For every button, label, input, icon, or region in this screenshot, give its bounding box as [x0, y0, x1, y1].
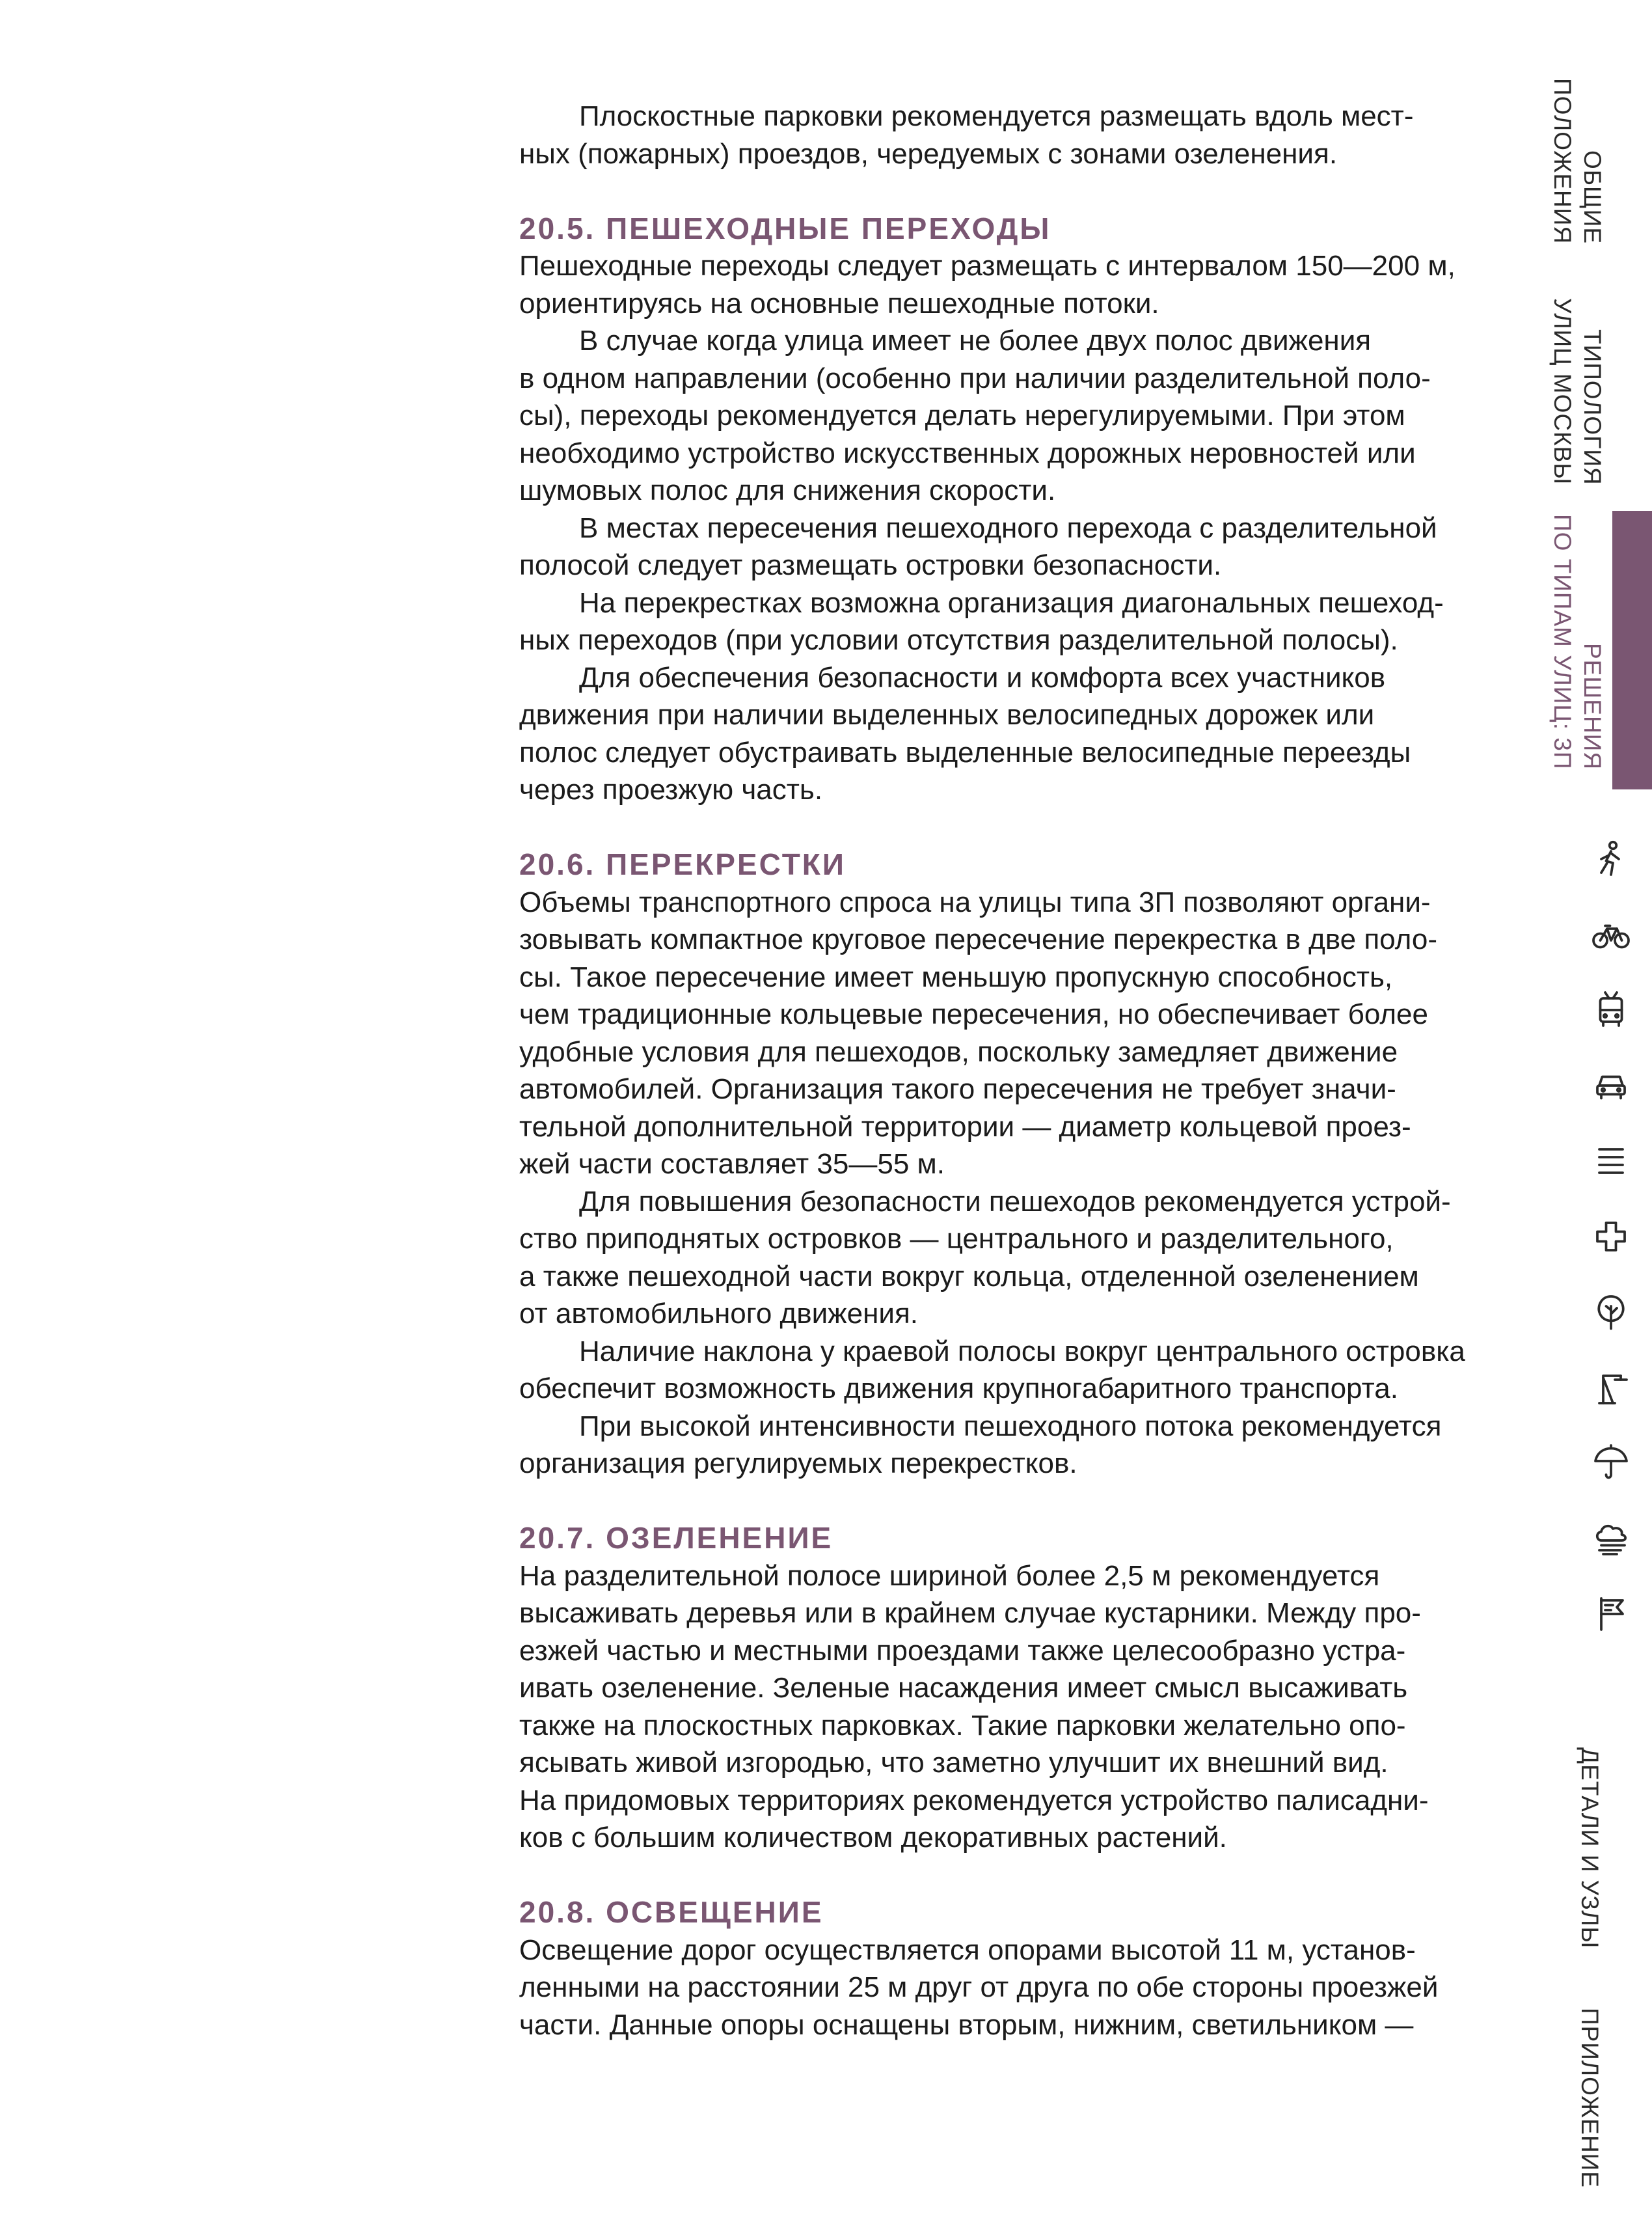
lanes-icon[interactable]: [1591, 1142, 1631, 1181]
paragraph: При высокой интенсивности пешеходного потока рекомендуется организация регулируемых перекрестков.: [519, 1410, 1442, 1479]
main-text-column: [519, 98, 1508, 2044]
tree-icon[interactable]: [1591, 1292, 1631, 1332]
section-heading-lighting: 20.8. ОСВЕЩЕНИЕ: [519, 1895, 824, 1929]
street-lamp-icon[interactable]: [1591, 1368, 1631, 1407]
paragraph: В местах пересечения пешеходного перехода с разделительной полосой следует размещать островки безопасности.: [519, 512, 1437, 581]
paragraph: Объемы транспортного спроса на улицы типа 3П позволяют органи- зовывать компактное круговое пересечение перекрестка в две поло- сы. Такое пересечение имеет меньшую пропускную способность, чем традиционные кольцевые пересечения, но обеспечивает более удобные условия для пешеходов, поскольку замедляет движение автомобилей. Организация такого пересечения не требует значи- тельной дополнительной территории — диаметр кольцевой проез- жей части составляет 35—55 м.: [519, 886, 1437, 1180]
section-heading-intersections: 20.6. ПЕРЕКРЕСТКИ: [519, 847, 846, 881]
paragraph: В случае когда улица имеет не более двух полос движения в одном направлении (особенно при наличии разделительной поло- сы), переходы рекомендуется делать нерегулируемыми. При этом необходимо устройство искусственных дорожных неровностей или шумовых полос для снижения скорости.: [519, 325, 1431, 506]
nav-details-and-nodes[interactable]: ДЕТАЛИ И УЗЛЫ: [1577, 1747, 1603, 1949]
paragraph: Пешеходные переходы следует размещать с интервалом 150—200 м, ориентируясь на основные пешеходные потоки.: [519, 250, 1456, 320]
topic-icon-column: [1591, 840, 1631, 1670]
nav-general-provisions[interactable]: ОБЩИЕ ПОЛОЖЕНИЯ: [1549, 78, 1606, 245]
paragraph: Освещение дорог осуществляется опорами высотой 11 м, установ- ленными на расстоянии 25 м друг от друга по обе стороны проезжей части. Данные опоры оснащены вторым, нижним, светильником —: [519, 1934, 1439, 2041]
paragraph: Наличие наклона у краевой полосы вокруг центрального островка обеспечит возможность движения крупногабаритного транспорта.: [519, 1335, 1465, 1404]
paragraph: Для обеспечения безопасности и комфорта всех участников движения при наличии выделенных велосипедных дорожек или полос следует обустраивать выделенные велосипедные переезды через проезжую часть.: [519, 661, 1411, 806]
nav-appendix[interactable]: ПРИЛОЖЕНИЕ: [1577, 2008, 1603, 2188]
medical-cross-icon[interactable]: [1591, 1217, 1631, 1256]
bus-icon[interactable]: [1591, 991, 1631, 1030]
section-heading-greening: 20.7. ОЗЕЛЕНЕНИЕ: [519, 1521, 833, 1555]
nav-street-typology[interactable]: ТИПОЛОГИЯ УЛИЦ МОСКВЫ: [1549, 298, 1606, 485]
umbrella-icon[interactable]: [1591, 1443, 1631, 1483]
car-icon[interactable]: [1591, 1066, 1631, 1105]
paragraph: На разделительной полосе шириной более 2,5 м рекомендуется высаживать деревья или в крайнем случае кустарники. Между про- езжей частью и местными проездами также целесообразно устра- ивать озеленение. Зеленые насаждения имеет смысл высаживать также на плоскостных парковках. Такие парковки желательно опо- ясывать живой изгородью, что заметно улучшит их внешний вид. На придомовых территориях рекомендуется устройство палисадни- ков с большим количеством декоративных растений.: [519, 1559, 1429, 1853]
section-heading-pedestrian-crossings: 20.5. ПЕШЕХОДНЫЕ ПЕРЕХОДЫ: [519, 211, 1051, 245]
nav-active-indicator: [1612, 511, 1652, 789]
intro-paragraph: Плоскостные парковки рекомендуется размещать вдоль мест- ных (пожарных) проездов, чередуемых с зонами озеленения.: [519, 100, 1414, 170]
weather-cloud-icon[interactable]: [1591, 1519, 1631, 1558]
flag-icon[interactable]: [1591, 1594, 1631, 1634]
bicycle-icon[interactable]: [1591, 915, 1631, 954]
pedestrian-icon[interactable]: [1591, 840, 1631, 879]
nav-solutions-by-street-type[interactable]: РЕШЕНИЯ ПО ТИПАМ УЛИЦ: 3П: [1549, 514, 1606, 770]
paragraph: На перекрестках возможна организация диагональных пешеход- ных переходов (при условии отсутствия разделительной полосы).: [519, 586, 1444, 656]
paragraph: Для повышения безопасности пешеходов рекомендуется устрой- ство приподнятых островков — центрального и разделительного, а также пешеходной части вокруг кольца, отделенной озеленением от автомобильного движения.: [519, 1185, 1451, 1330]
